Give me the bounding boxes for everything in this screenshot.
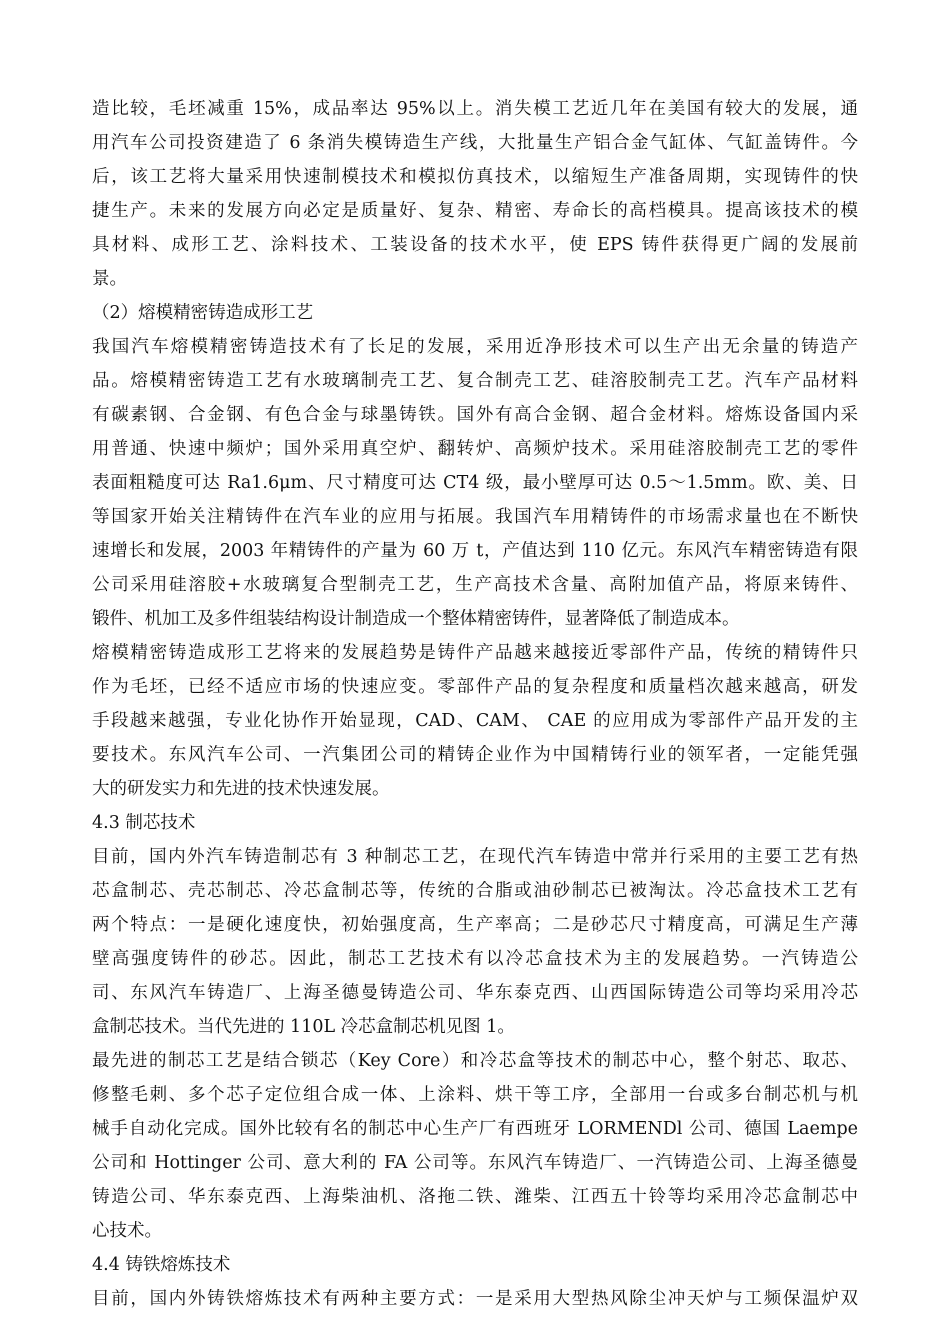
- text-line: 心技术。: [92, 1221, 162, 1241]
- text-line: 具材料、成形工艺、涂料技术、工装设备的技术水平，使 EPS 铸件获得更广阔的发展前: [92, 235, 858, 255]
- text-line: 壁高强度铸件的砂芯。因此，制芯工艺技术有以冷芯盒技术为主的发展趋势。一汽铸造公: [92, 949, 858, 969]
- text-line: （2）熔模精密铸造成形工艺: [92, 303, 314, 323]
- text-line: 等国家开始关注精铸件在汽车业的应用与拓展。我国汽车用精铸件的市场需求量也在不断快: [92, 507, 858, 527]
- text-line: 司、东风汽车铸造厂、上海圣德曼铸造公司、华东泰克西、山西国际铸造公司等均采用冷芯: [92, 983, 858, 1003]
- text-line: 目前，国内外汽车铸造制芯有 3 种制芯工艺，在现代汽车铸造中常并行采用的主要工艺有热: [92, 847, 858, 867]
- text-line: 用汽车公司投资建造了 6 条消失模铸造生产线，大批量生产铝合金气缸体、气缸盖铸件。今: [92, 133, 858, 153]
- text-line: 作为毛坯，已经不适应市场的快速应变。零部件产品的复杂程度和质量档次越来越高，研发: [92, 677, 858, 697]
- text-line: 后，该工艺将大量采用快速制模技术和模拟仿真技术，以缩短生产准备周期，实现铸件的快: [92, 167, 858, 187]
- text-line: 公司和 Hottinger 公司、意大利的 FA 公司等。东风汽车铸造厂、一汽铸造公司、上海圣德曼: [92, 1153, 858, 1173]
- text-line: 修整毛刺、多个芯子定位组合成一体、上涂料、烘干等工序，全部用一台或多台制芯机与机: [92, 1085, 858, 1105]
- text-line: 速增长和发展，2003 年精铸件的产量为 60 万 t，产值达到 110 亿元。东风汽车精密铸造有限: [92, 541, 858, 561]
- text-line: 铸造公司、华东泰克西、上海柴油机、洛拖二铁、潍柴、江西五十铃等均采用冷芯盒制芯中: [92, 1187, 858, 1207]
- text-line: 造比较，毛坯减重 15%，成品率达 95%以上。消失模工艺近几年在美国有较大的发展，通: [92, 99, 858, 119]
- text-line: 捷生产。未来的发展方向必定是质量好、复杂、精密、寿命长的高档模具。提高该技术的模: [92, 201, 858, 221]
- text-line: 公司采用硅溶胶+水玻璃复合型制壳工艺，生产高技术含量、高附加值产品，将原来铸件、: [92, 575, 858, 595]
- text-line: 我国汽车熔模精密铸造技术有了长足的发展，采用近净形技术可以生产出无余量的铸造产: [92, 337, 858, 357]
- text-line: 大的研发实力和先进的技术快速发展。: [92, 779, 390, 799]
- text-line: 手段越来越强，专业化协作开始显现，CAD、CAM、 CAE 的应用成为零部件产品开发的主: [92, 711, 858, 731]
- text-line: 最先进的制芯工艺是结合锁芯（Key Core）和冷芯盒等技术的制芯中心，整个射芯、取芯、: [92, 1051, 858, 1071]
- text-line: 有碳素钢、合金钢、有色合金与球墨铸铁。国外有高合金钢、超合金材料。熔炼设备国内采: [92, 405, 858, 425]
- text-line: 械手自动化完成。国外比较有名的制芯中心生产厂有西班牙 LORMENDl 公司、德国 Laempe: [92, 1119, 858, 1139]
- text-line: 表面粗糙度可达 Ra1.6μm、尺寸精度可达 CT4 级，最小壁厚可达 0.5～1.5mm。欧、美、日: [92, 473, 858, 493]
- text-line: 品。熔模精密铸造工艺有水玻璃制壳工艺、复合制壳工艺、硅溶胶制壳工艺。汽车产品材料: [92, 371, 858, 391]
- text-line: 两个特点：一是硬化速度快，初始强度高，生产率高；二是砂芯尺寸精度高，可满足生产薄: [92, 915, 858, 935]
- text-line: 目前，国内外铸铁熔炼技术有两种主要方式：一是采用大型热风除尘冲天炉与工频保温炉双: [92, 1289, 858, 1309]
- text-line: 芯盒制芯、壳芯制芯、冷芯盒制芯等，传统的合脂或油砂制芯已被淘汰。冷芯盒技术工艺有: [92, 881, 858, 901]
- text-line: 4.3 制芯技术: [92, 813, 196, 833]
- text-line: 熔模精密铸造成形工艺将来的发展趋势是铸件产品越来越接近零部件产品，传统的精铸件只: [92, 643, 858, 663]
- text-line: 盒制芯技术。当代先进的 110L 冷芯盒制芯机见图 1。: [92, 1017, 515, 1037]
- text-line: 景。: [92, 269, 127, 289]
- document-page: [92, 92, 858, 1316]
- text-line: 4.4 铸铁熔炼技术: [92, 1255, 231, 1275]
- text-line: 要技术。东风汽车公司、一汽集团公司的精铸企业作为中国精铸行业的领军者，一定能凭强: [92, 745, 858, 765]
- text-line: 锻件、机加工及多件组装结构设计制造成一个整体精密铸件，显著降低了制造成本。: [92, 609, 740, 629]
- text-line: 用普通、快速中频炉；国外采用真空炉、翻转炉、高频炉技术。采用硅溶胶制壳工艺的零件: [92, 439, 858, 459]
